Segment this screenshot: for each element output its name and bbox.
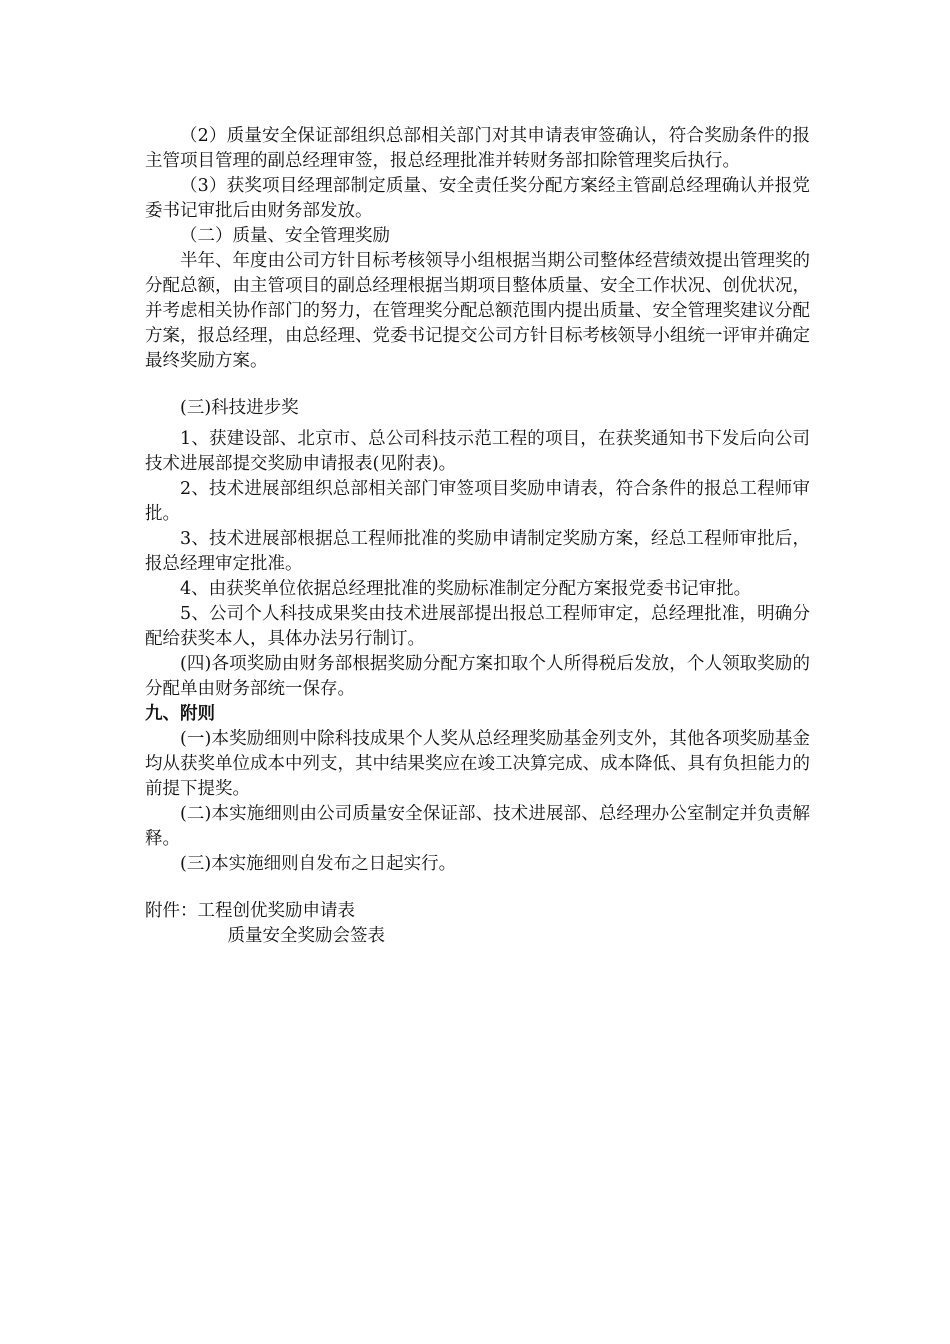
paragraph-distribution-plan: （3）获奖项目经理部制定质量、安全责任奖分配方案经主管副总经理确认并报党委书记审批后由财务部发放。 xyxy=(145,176,810,221)
spacer xyxy=(145,374,810,396)
rule-item-1: (一)本奖励细则中除科技成果个人奖从总经理奖励基金列支外，其他各项奖励基金均从获奖单位成本中列支，其中结果奖应在竣工决算完成、成本降低、具有负担能力的前提下提奖。 xyxy=(145,729,810,799)
attachment-item: 质量安全奖励会签表 xyxy=(227,926,385,946)
tech-award-item-5: 5、公司个人科技成果奖由技术进展部提出报总工程师审定，总经理批准，明确分配给获奖本人，具体办法另行制订。 xyxy=(145,604,810,649)
document-page xyxy=(145,124,810,949)
tech-award-item-4: 4、由获奖单位依据总经理批准的奖励标准制定分配方案报党委书记审批。 xyxy=(180,579,752,599)
paragraph-quality-review: （2）质量安全保证部组织总部相关部门对其申请表审签确认，符合奖励条件的报主管项目管理的副总经理审签，报总经理批准并转财务部扣除管理奖后执行。 xyxy=(145,126,810,171)
attachments-block xyxy=(145,899,810,949)
section-heading-supplementary-rules: 九、附则 xyxy=(145,704,215,724)
paragraph-management-award: 半年、年度由公司方针目标考核领导小组根据当期公司整体经营绩效提出管理奖的分配总额，由主管项目的副总经理根据当期项目整体质量、安全工作状况、创优状况，并考虑相关协作部门的努力，在管理奖分配总额范围内提出质量、安全管理奖建议分配方案，报总经理，由总经理、党委书记提交公司方针目标考核领导小组统一评审并确定最终奖励方案。 xyxy=(145,251,810,371)
tech-award-item-1: 1、获建设部、北京市、总公司科技示范工程的项目，在获奖通知书下发后向公司技术进展部提交奖励申请报表(见附表)。 xyxy=(145,429,810,474)
paragraph-tax-distribution: (四)各项奖励由财务部根据奖励分配方案扣取个人所得税后发放，个人领取奖励的分配单由财务部统一保存。 xyxy=(145,654,810,699)
attachments-list xyxy=(198,899,386,949)
rule-item-2: (二)本实施细则由公司质量安全保证部、技术进展部、总经理办公室制定并负责解释。 xyxy=(145,804,810,849)
subheading-quality-safety-management-award: （二）质量、安全管理奖励 xyxy=(180,226,390,246)
subheading-tech-progress-award: (三)科技进步奖 xyxy=(180,398,299,418)
attachment-item: 工程创优奖励申请表 xyxy=(197,901,355,921)
tech-award-item-3: 3、技术进展部根据总工程师批准的奖励申请制定奖励方案，经总工程师审批后，报总经理审定批准。 xyxy=(145,529,810,574)
spacer xyxy=(145,877,810,899)
tech-award-item-2: 2、技术进展部组织总部相关部门审签项目奖励申请表，符合条件的报总工程师审批。 xyxy=(145,479,810,524)
attachments-label: 附件： xyxy=(145,901,198,921)
rule-item-3: (三)本实施细则自发布之日起实行。 xyxy=(180,854,457,874)
